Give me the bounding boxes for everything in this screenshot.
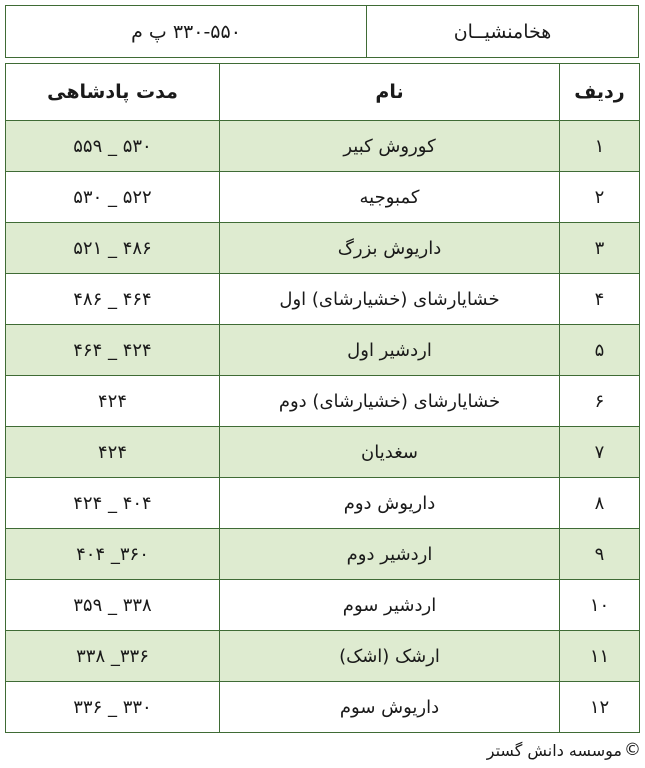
row-name: اردشیر دوم — [220, 529, 560, 580]
row-index: ۹ — [560, 529, 640, 580]
document-sheet — [5, 5, 639, 733]
row-name: سغدیان — [220, 427, 560, 478]
row-reign: ۴۶۴ _ ۴۸۶ — [6, 274, 220, 325]
credit-text: موسسه دانش گستر — [486, 740, 622, 760]
row-index: ۱۰ — [560, 580, 640, 631]
copyright-icon: © — [624, 740, 641, 760]
row-reign: ۴۲۴ _ ۴۶۴ — [6, 325, 220, 376]
row-name: اردشیر سوم — [220, 580, 560, 631]
column-header-index: ردیف — [560, 64, 640, 121]
row-name: داریوش بزرگ — [220, 223, 560, 274]
row-reign: ۳۳۰ _ ۳۳۶ — [6, 682, 220, 733]
table-row — [6, 478, 640, 529]
table-body — [6, 121, 640, 733]
table-row — [6, 529, 640, 580]
column-header-reign: مدت پادشاهی — [6, 64, 220, 121]
row-reign: ۵۳۰ _ ۵۵۹ — [6, 121, 220, 172]
row-name: خشایارشای (خشیارشای) اول — [220, 274, 560, 325]
row-index: ۱۱ — [560, 631, 640, 682]
kings-table — [5, 63, 640, 733]
table-row — [6, 325, 640, 376]
row-reign: ۵۲۲ _ ۵۳۰ — [6, 172, 220, 223]
table-row — [6, 427, 640, 478]
row-index: ۷ — [560, 427, 640, 478]
row-reign: ۳۳۶_ ۳۳۸ — [6, 631, 220, 682]
row-reign: ۴۰۴ _ ۴۲۴ — [6, 478, 220, 529]
row-name: اردشیر اول — [220, 325, 560, 376]
row-index: ۵ — [560, 325, 640, 376]
row-index: ۱۲ — [560, 682, 640, 733]
dynasty-header — [5, 5, 639, 58]
table-row — [6, 580, 640, 631]
row-name: داریوش دوم — [220, 478, 560, 529]
row-name: کوروش کبیر — [220, 121, 560, 172]
row-name: کمبوجیه — [220, 172, 560, 223]
table-row — [6, 376, 640, 427]
row-index: ۳ — [560, 223, 640, 274]
table-row — [6, 682, 640, 733]
table-row — [6, 631, 640, 682]
row-reign: ۴۲۴ — [6, 427, 220, 478]
table-row — [6, 223, 640, 274]
table-row — [6, 121, 640, 172]
table-row — [6, 172, 640, 223]
column-header-name: نام — [220, 64, 560, 121]
row-index: ۴ — [560, 274, 640, 325]
row-reign: ۴۲۴ — [6, 376, 220, 427]
copyright-credit — [487, 740, 641, 760]
row-index: ۶ — [560, 376, 640, 427]
row-name: داریوش سوم — [220, 682, 560, 733]
row-name: خشایارشای (خشیارشای) دوم — [220, 376, 560, 427]
table-header-row — [6, 64, 640, 121]
row-name: ارشک (اشک) — [220, 631, 560, 682]
row-reign: ۳۳۸ _ ۳۵۹ — [6, 580, 220, 631]
row-reign: ۴۸۶ _ ۵۲۱ — [6, 223, 220, 274]
dynasty-period: ۳۳۰-۵۵۰ پ م — [131, 20, 241, 43]
row-index: ۸ — [560, 478, 640, 529]
row-index: ۱ — [560, 121, 640, 172]
row-index: ۲ — [560, 172, 640, 223]
row-reign: ۳۶۰_ ۴۰۴ — [6, 529, 220, 580]
dynasty-name: هخامنشیــان — [366, 6, 638, 57]
table-row — [6, 274, 640, 325]
